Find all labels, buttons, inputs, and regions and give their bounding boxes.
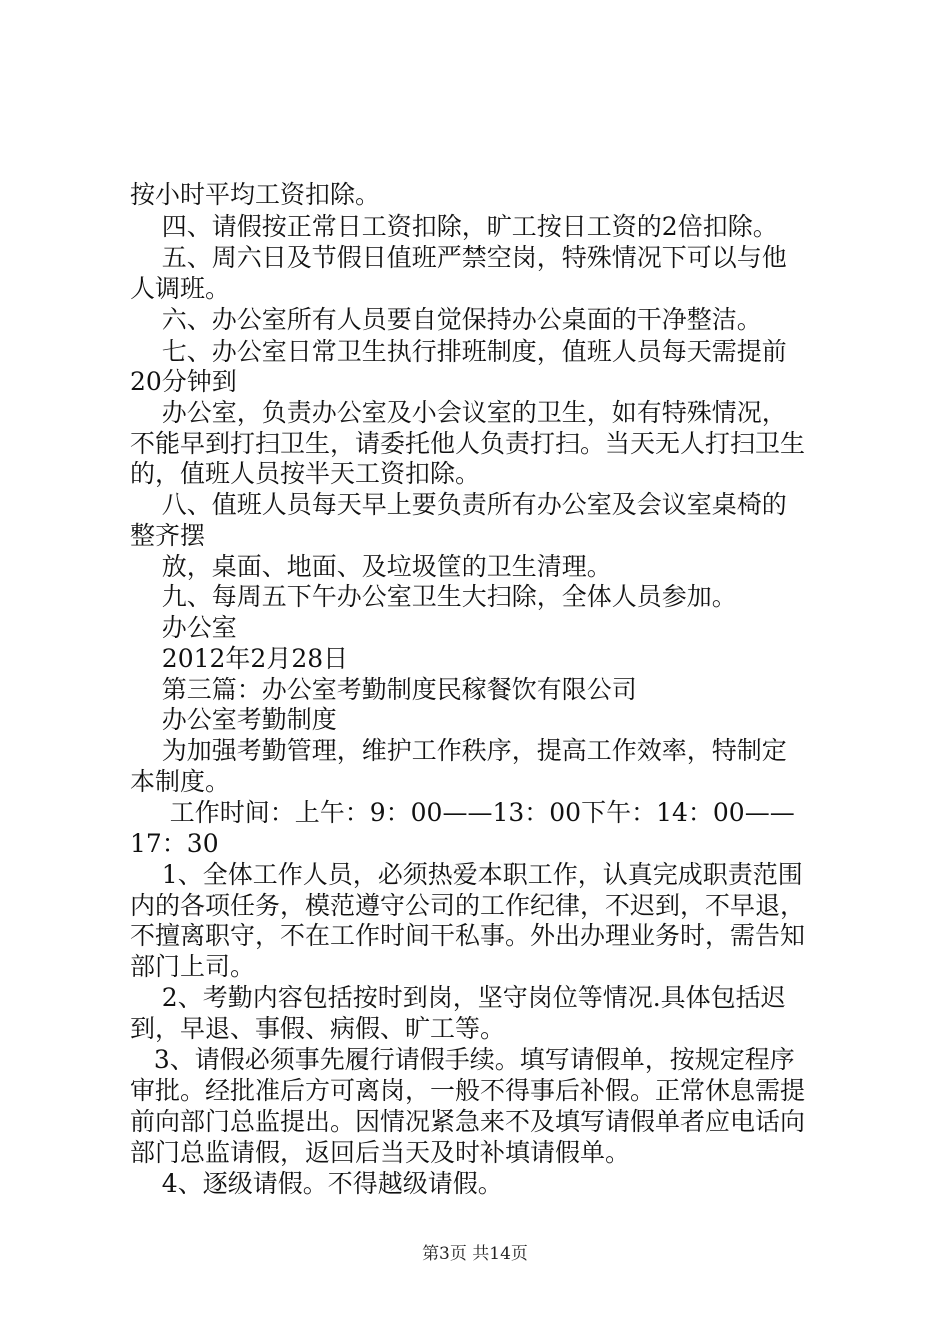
text-line: 六、办公室所有人员要自觉保持办公桌面的干净整洁。 (130, 305, 762, 334)
text-line: 四、请假按正常日工资扣除，旷工按日工资的2倍扣除。 (130, 212, 778, 241)
text-line: 的，值班人员按半天工资扣除。 (130, 459, 481, 488)
text-line: 前向部门总监提出。因情况紧急来不及填写请假单者应电话向 (130, 1107, 806, 1136)
text-line: 放，桌面、地面、及垃圾筐的卫生清理。 (130, 552, 612, 581)
text-line: 1、全体工作人员，必须热爱本职工作，认真完成职责范围 (130, 860, 803, 889)
text-line: 部门总监请假，返回后当天及时补填请假单。 (130, 1138, 631, 1167)
text-line: 4、逐级请假。不得越级请假。 (130, 1169, 503, 1198)
text-line: 到，早退、事假、病假、旷工等。 (130, 1014, 506, 1043)
text-line: 2012年2月28日 (130, 644, 349, 673)
text-line: 17：30 (130, 829, 219, 858)
text-line: 内的各项任务，模范遵守公司的工作纪律，不迟到，不早退， (130, 891, 806, 920)
text-line: 办公室 (130, 613, 237, 642)
text-line: 审批。经批准后方可离岗，一般不得事后补假。正常休息需提 (130, 1076, 806, 1105)
text-line: 为加强考勤管理，维护工作秩序，提高工作效率，特制定 (130, 736, 787, 765)
text-line: 本制度。 (130, 767, 231, 796)
text-line: 八、值班人员每天早上要负责所有办公室及会议室桌椅的 (130, 490, 787, 519)
text-line: 不能早到打扫卫生，请委托他人负责打扫。当天无人打扫卫生 (130, 429, 806, 458)
text-line: 办公室，负责办公室及小会议室的卫生，如有特殊情况， (130, 398, 787, 427)
text-line: 工作时间：上午：9：00——13：00下午：14：00—— (130, 798, 795, 827)
text-line: 五、周六日及节假日值班严禁空岗，特殊情况下可以与他 (130, 243, 787, 272)
page-footer: 第3页 共14页 (422, 1244, 528, 1264)
text-line: 七、办公室日常卫生执行排班制度，值班人员每天需提前 (130, 337, 787, 366)
text-line: 九、每周五下午办公室卫生大扫除，全体人员参加。 (130, 582, 737, 611)
text-line: 20分钟到 (130, 367, 237, 396)
text-line: 不擅离职守，不在工作时间干私事。外出办理业务时，需告知 (130, 921, 806, 950)
text-line: 部门上司。 (130, 952, 256, 981)
text-line: 2、考勤内容包括按时到岗，坚守岗位等情况.具体包括迟 (130, 983, 786, 1012)
text-line: 第三篇：办公室考勤制度民稼餐饮有限公司 (130, 675, 637, 704)
text-line: 整齐摆 (130, 521, 206, 550)
text-line: 3、请假必须事先履行请假手续。填写请假单，按规定程序 (130, 1045, 795, 1074)
text-line: 人调班。 (130, 274, 231, 303)
text-line: 按小时平均工资扣除。 (130, 180, 381, 209)
text-line: 办公室考勤制度 (130, 705, 337, 734)
